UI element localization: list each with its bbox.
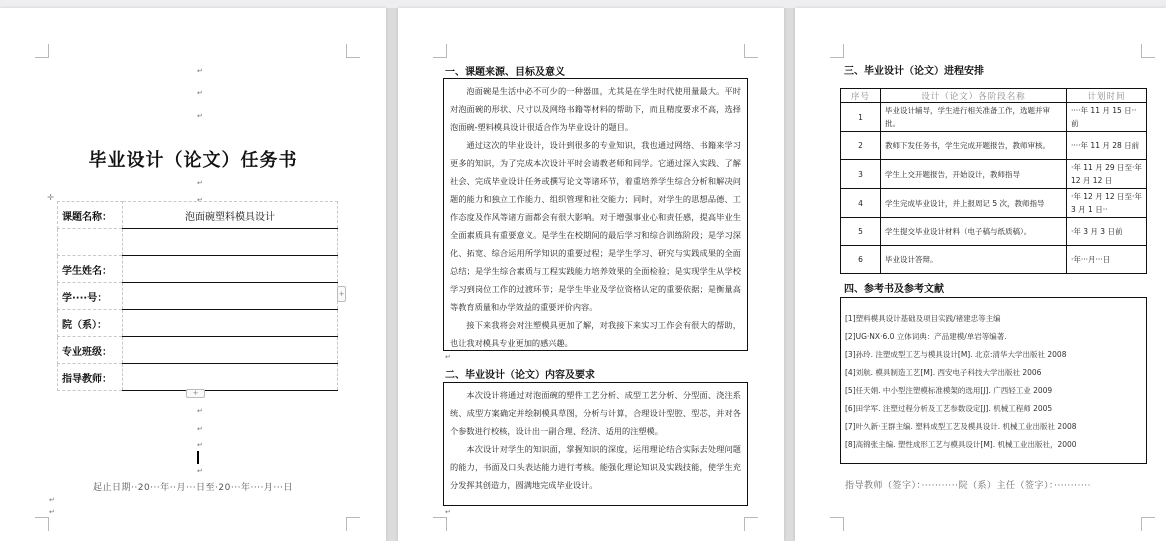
field-empty[interactable] bbox=[123, 229, 338, 256]
table-row bbox=[58, 364, 338, 391]
paragraph: 泡面碗是生活中必不可少的一种器皿，尤其是在学生时代使用量最大。平时对泡面碗的形状、尺寸以及网络书籍等材料的帮助下，而且精度要求不高，选择泡面碗-塑料模具设计很适合作为毕业设计的题目。 bbox=[450, 86, 741, 132]
table-row bbox=[841, 189, 1147, 218]
paragraph-mark: ↵ bbox=[49, 496, 55, 504]
reference-item: [6]田学军. 注塑过程分析及工艺参数设定[J]. 机械工程师 2005 bbox=[845, 404, 1053, 413]
label-student-name: 学生姓名： bbox=[58, 256, 123, 283]
signature-line: 指导教师（签字）：···········院（系）主任（签字）：··········· bbox=[845, 481, 1091, 491]
field-advisor[interactable] bbox=[123, 364, 338, 391]
cell-no[interactable]: 3 bbox=[841, 160, 881, 189]
reference-item: [1]塑料模具设计基础及项目实践/褚建忠等主编 bbox=[845, 314, 1001, 323]
cell-no[interactable]: 4 bbox=[841, 189, 881, 218]
info-table bbox=[57, 201, 338, 391]
paragraph-mark: ↵ bbox=[49, 508, 55, 516]
label-student-id: 学····号： bbox=[58, 283, 123, 310]
cell-stage[interactable]: 毕业设计辅导，学生进行相关准备工作，选题并审批。 bbox=[881, 103, 1067, 132]
cell-time[interactable]: ····年 11 月 28 日前 bbox=[1067, 132, 1147, 160]
margin-corner-mark bbox=[346, 517, 360, 531]
label-topic: 课题名称： bbox=[58, 202, 123, 229]
top-gray-bar bbox=[0, 0, 1166, 8]
field-student-name[interactable] bbox=[123, 256, 338, 283]
table-row bbox=[58, 202, 338, 229]
section-heading-1: 一、课题来源、目标及意义 bbox=[445, 67, 565, 78]
cell-no[interactable]: 5 bbox=[841, 218, 881, 246]
paragraph-mark: ↵ bbox=[197, 467, 203, 475]
document-page-3[interactable] bbox=[795, 8, 1166, 541]
paragraph-mark: ↵ bbox=[197, 89, 203, 97]
schedule-table bbox=[840, 88, 1147, 274]
label-advisor: 指导教师： bbox=[58, 364, 123, 391]
text-cursor bbox=[197, 451, 199, 464]
table-row bbox=[58, 337, 338, 364]
field-topic[interactable]: 泡面碗塑料模具设计 bbox=[123, 202, 338, 229]
cell-stage[interactable]: 毕业设计答辩。 bbox=[881, 246, 1067, 274]
paragraph: 本次设计对学生的知识面，掌握知识的深度，运用理论结合实际去处理问题的能力，书面及口头表达能力进行考核。能强化理论知识及实践技能，使学生充分发挥其创造力，圆满地完成毕业设计。 bbox=[450, 444, 741, 490]
paragraph: 通过这次的毕业设计，设计到很多的专业知识，我也通过网络、书籍来学习更多的知识，为了完成本次设计平时会请教老师和同学。它通过深入实践、了解社会、完成毕业设计任务或撰写论文等诸环节，着重培养学生综合分析和解决问题的能力和独立工作能力、组织管理和社交能力；同时，对学生的思想品德、工作态度及作风等诸方面都会有很大影响。对于增强事业心和责任感，提高毕业生全面素质具有重要意义。是学生在校期间的最后学习和综合训练阶段；是学习深化、拓宽、综合运用所学知识的重要过程；是学生学习、研究与实践成果的全面总结；是学生综合素质与工程实践能力培养效果的全面检验；是实现学生从学校学习到岗位工作的过渡环节；是学生毕业及学位资格认定的重要依据；是衡量高等教育质量和办学效益的重要评价内容。 bbox=[450, 140, 741, 312]
section-heading-3: 三、毕业设计（论文）进程安排 bbox=[844, 66, 984, 77]
column-header: 设计（论文）各阶段名称 bbox=[881, 89, 1067, 103]
paragraph-mark: ↵ bbox=[197, 67, 203, 75]
cell-stage[interactable]: 学生提交毕业设计材料（电子稿与纸质稿）。 bbox=[881, 218, 1067, 246]
section-1-textbox[interactable] bbox=[443, 78, 748, 351]
paragraph-mark: ↵ bbox=[197, 441, 203, 449]
field-major-class[interactable] bbox=[123, 337, 338, 364]
cell-time[interactable]: ·年···月···日 bbox=[1067, 246, 1147, 274]
margin-corner-mark bbox=[744, 517, 758, 531]
table-row bbox=[58, 310, 338, 337]
document-page-2[interactable] bbox=[398, 8, 784, 541]
table-row bbox=[841, 218, 1147, 246]
cell-time[interactable]: ·年 12 月 12 日至·年 3 月 1 日·· bbox=[1067, 189, 1147, 218]
cell-stage[interactable]: 教师下发任务书，学生完成开题报告，教师审核。 bbox=[881, 132, 1067, 160]
cell-no[interactable]: 6 bbox=[841, 246, 881, 274]
margin-corner-mark bbox=[830, 44, 844, 58]
field-department[interactable] bbox=[123, 310, 338, 337]
paragraph-mark: ↵ bbox=[197, 112, 203, 120]
table-row bbox=[841, 160, 1147, 189]
references-textbox[interactable] bbox=[840, 297, 1147, 464]
reference-item: [7]叶久新·王群主编. 塑料成型工艺及模具设计. 机械工业出版社 2008 bbox=[845, 422, 1077, 431]
label-empty bbox=[58, 229, 123, 256]
paragraph-mark: ↵ bbox=[197, 196, 203, 204]
table-move-handle-icon[interactable]: ✛ bbox=[47, 193, 54, 202]
table-row bbox=[841, 103, 1147, 132]
cell-no[interactable]: 1 bbox=[841, 103, 881, 132]
add-column-button[interactable]: + bbox=[337, 286, 346, 302]
margin-corner-mark bbox=[744, 44, 758, 58]
start-end-dates: 起止日期··20···年··月···日至·20···年····月···日 bbox=[93, 483, 293, 493]
cell-time[interactable]: ·年 11 月 29 日至·年 12 月 12 日 bbox=[1067, 160, 1147, 189]
margin-corner-mark bbox=[35, 44, 49, 58]
cell-time[interactable]: ·年 3 月 3 日前 bbox=[1067, 218, 1147, 246]
margin-corner-mark bbox=[35, 517, 49, 531]
cell-time[interactable]: ····年 11 月 15 日··前 bbox=[1067, 103, 1147, 132]
paragraph: 本次设计将通过对泡面碗的塑件工艺分析、成型工艺分析、分型面、浇注系统、成型方案确定并绘制模具草图，分析与计算，合理设计型腔、型芯，并对各个参数进行校核，设计出一副合理、经济、适用的注塑模。 bbox=[450, 390, 741, 436]
add-row-button[interactable]: + bbox=[186, 389, 205, 398]
column-header: 序号 bbox=[841, 89, 881, 103]
label-department: 院（系）： bbox=[58, 310, 123, 337]
field-student-id[interactable] bbox=[123, 283, 338, 310]
margin-corner-mark bbox=[1141, 517, 1155, 531]
document-title: 毕业设计（论文）任务书 bbox=[88, 150, 298, 171]
cell-no[interactable]: 2 bbox=[841, 132, 881, 160]
table-row bbox=[841, 132, 1147, 160]
section-2-textbox[interactable] bbox=[443, 382, 748, 506]
paragraph: 接下来我将会对注塑模具更加了解，对我接下来实习工作会有很大的帮助，也让我对模具专业更加的感兴趣。 bbox=[450, 320, 741, 348]
margin-corner-mark bbox=[346, 44, 360, 58]
paragraph-mark: ↵ bbox=[445, 353, 451, 361]
reference-item: [8]高锦张主编. 塑性成形工艺与模具设计[M]. 机械工业出版社，2000 bbox=[845, 440, 1077, 449]
margin-corner-mark bbox=[433, 517, 447, 531]
reference-item: [3]孙玲. 注塑成型工艺与模具设计[M]. 北京:清华大学出版社 2008 bbox=[845, 350, 1067, 359]
cell-stage[interactable]: 学生上交开题报告，开始设计，教师指导 bbox=[881, 160, 1067, 189]
column-header: 计划时间 bbox=[1067, 89, 1147, 103]
margin-corner-mark bbox=[1141, 44, 1155, 58]
section-heading-2: 二、毕业设计（论文）内容及要求 bbox=[445, 370, 595, 381]
table-row bbox=[58, 229, 338, 256]
label-major-class: 专业班级： bbox=[58, 337, 123, 364]
paragraph-mark: ↵ bbox=[197, 407, 203, 415]
margin-corner-mark bbox=[830, 517, 844, 531]
table-row bbox=[841, 246, 1147, 274]
margin-corner-mark bbox=[433, 44, 447, 58]
paragraph-mark: ↵ bbox=[197, 425, 203, 433]
cell-stage[interactable]: 学生完成毕业设计，并上报周记 5 次，教师指导 bbox=[881, 189, 1067, 218]
table-row bbox=[58, 256, 338, 283]
section-heading-4: 四、参考书及参考文献 bbox=[844, 284, 944, 295]
reference-item: [4]刘航. 模具制造工艺[M]. 西安电子科技大学出版社 2006 bbox=[845, 368, 1042, 377]
reference-item: [2]UG·NX·6.0 立体词典：产品建模/单岩等编著. bbox=[845, 332, 1007, 341]
reference-item: [5]任天娟. 中小型注塑模标准模架的选用[J]. 广西轻工业 2009 bbox=[845, 386, 1053, 395]
document-page-1[interactable] bbox=[0, 8, 386, 541]
table-header-row bbox=[841, 89, 1147, 103]
table-row bbox=[58, 283, 338, 310]
paragraph-mark: ↵ bbox=[197, 179, 203, 187]
paragraph-mark: ↵ bbox=[445, 508, 451, 516]
